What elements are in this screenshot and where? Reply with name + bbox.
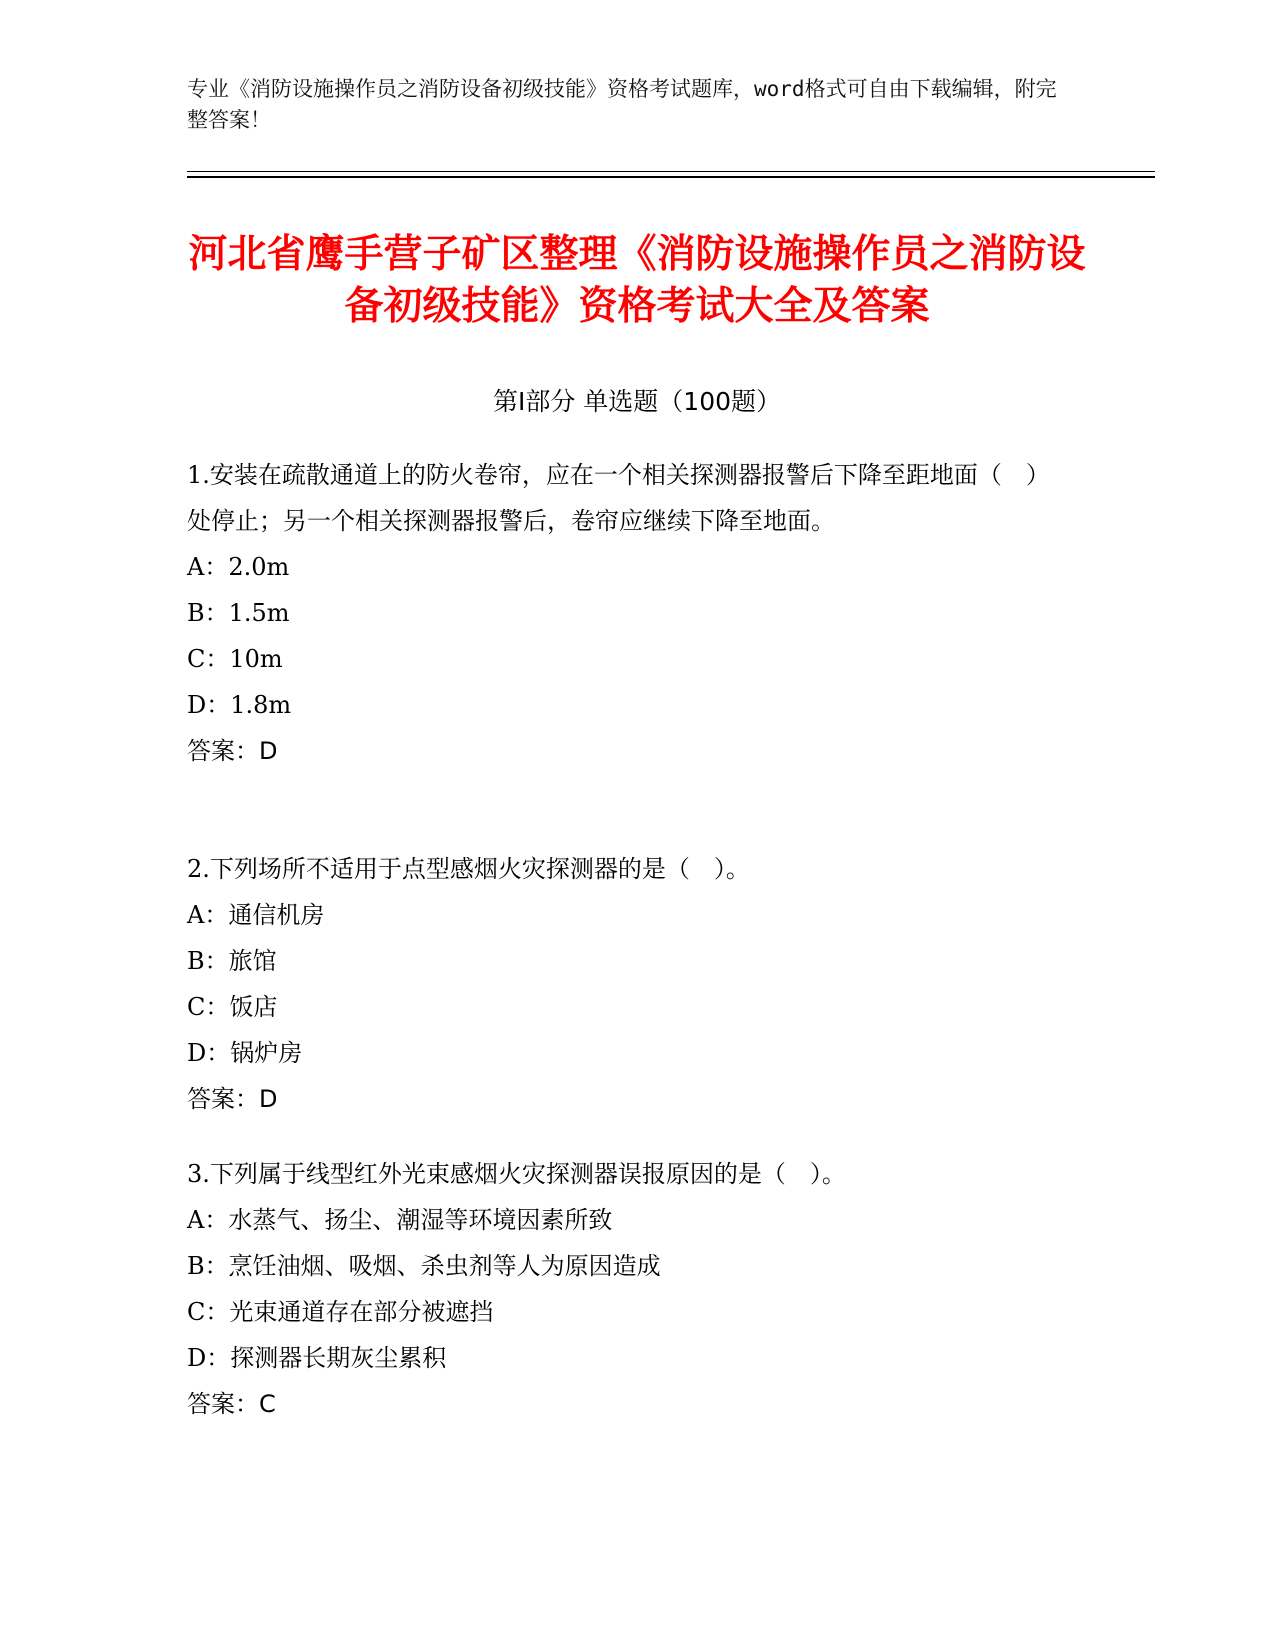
- question-stem: 3.下列属于线型红外光束感烟火灾探测器误报原因的是（ ）。: [187, 1160, 846, 1188]
- option-b: B：旅馆: [187, 947, 277, 975]
- header-divider-thin: [187, 171, 1155, 172]
- header-note: 专业《消防设施操作员之消防设备初级技能》资格考试题库，word格式可自由下载编辑，附完整答案！: [187, 77, 1057, 132]
- question-2: [187, 846, 1067, 1122]
- question-3: [187, 1151, 1067, 1427]
- answer: 答案：D: [187, 1085, 278, 1113]
- option-c: C：饭店: [187, 993, 278, 1021]
- option-d: D：探测器长期灰尘累积: [187, 1344, 447, 1372]
- option-b: B：1.5m: [187, 599, 290, 627]
- question-stem: 1.安装在疏散通道上的防火卷帘，应在一个相关探测器报警后下降至距地面（ ）处停止；另一个相关探测器报警后，卷帘应继续下降至地面。: [187, 461, 1050, 535]
- section-title: 第Ⅰ部分 单选题（100题）: [492, 387, 782, 416]
- option-c: C：光束通道存在部分被遮挡: [187, 1298, 494, 1326]
- option-a: A：2.0m: [187, 553, 290, 581]
- option-d: D：1.8m: [187, 691, 292, 719]
- option-d: D：锅炉房: [187, 1039, 303, 1067]
- option-c: C：10m: [187, 645, 283, 673]
- answer: 答案：D: [187, 737, 278, 765]
- question-1: [187, 452, 1067, 774]
- question-stem: 2.下列场所不适用于点型感烟火灾探测器的是（ ）。: [187, 855, 750, 883]
- answer: 答案：C: [187, 1390, 276, 1418]
- option-b: B：烹饪油烟、吸烟、杀虫剂等人为原因造成: [187, 1252, 661, 1280]
- option-a: A：水蒸气、扬尘、潮湿等环境因素所致: [187, 1206, 613, 1234]
- header-divider-thick: [187, 176, 1155, 178]
- document-title: 河北省鹰手营子矿区整理《消防设施操作员之消防设备初级技能》资格考试大全及答案: [188, 232, 1086, 329]
- option-a: A：通信机房: [187, 901, 325, 929]
